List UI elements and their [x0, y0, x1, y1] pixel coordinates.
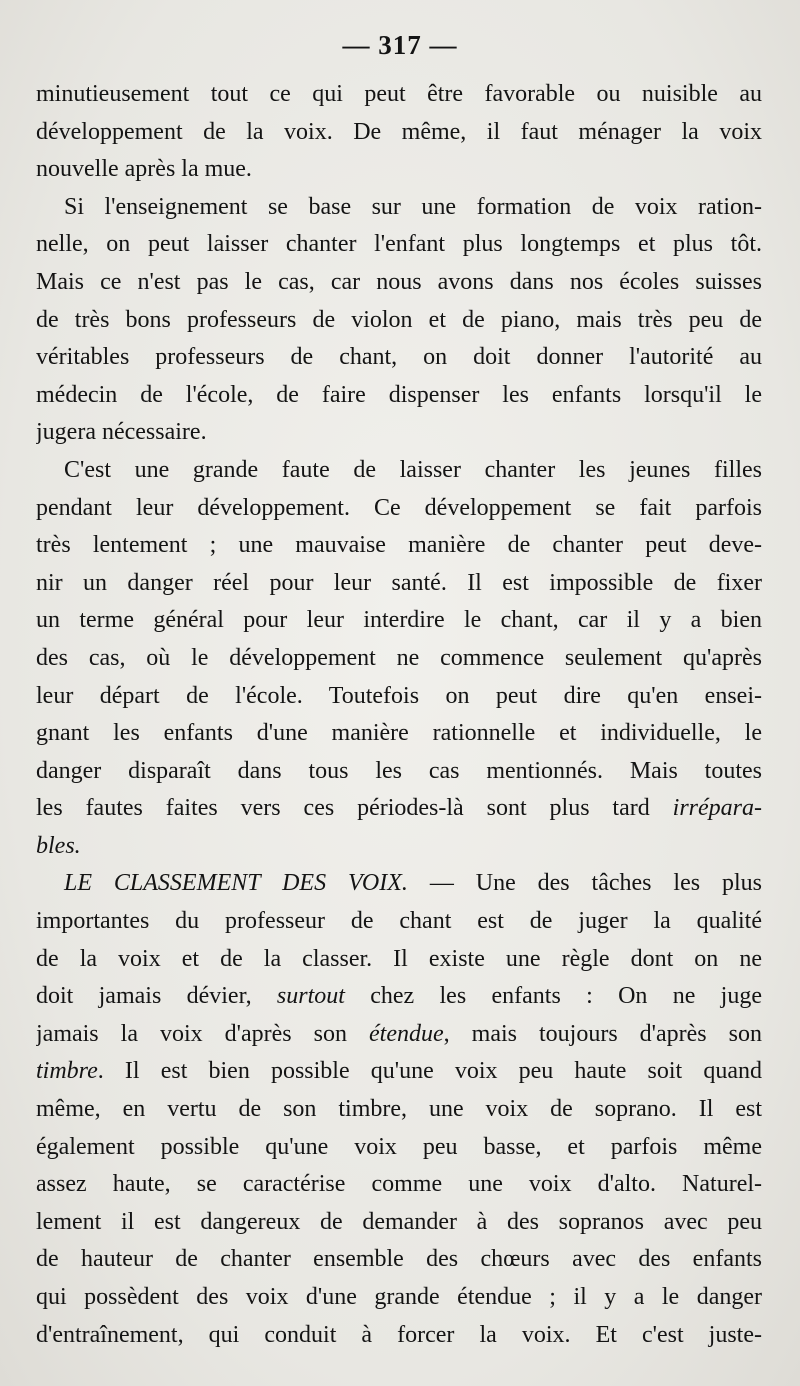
roman-text: nouvelle après la mue. — [36, 156, 252, 183]
text-line — [36, 1317, 762, 1355]
text-line — [36, 941, 762, 979]
text-line — [36, 76, 762, 114]
roman-text: les fautes faites vers ces périodes-là sont plus tard — [36, 795, 673, 822]
roman-text: même, en vertu de son timbre, une voix de soprano. Il est — [36, 1096, 762, 1123]
text-line — [36, 1241, 762, 1279]
text-line — [36, 452, 762, 490]
roman-text: véritables professeurs de chant, on doit donner l'autorité au — [36, 344, 762, 371]
roman-text: gnant les enfants d'une manière rationnelle et individuelle, le — [36, 720, 762, 747]
text-line — [36, 1016, 762, 1054]
text-line — [36, 828, 762, 866]
roman-text: des cas, où le développement ne commence seulement qu'après — [36, 644, 762, 671]
text-line — [36, 1129, 762, 1167]
text-line — [36, 715, 762, 753]
text-line — [36, 339, 762, 377]
roman-text: assez haute, se caractérise comme une voix d'alto. Naturel- — [36, 1171, 762, 1198]
roman-text: leur départ de l'école. Toutefois on peut dire qu'en ensei- — [36, 682, 762, 709]
text-line — [36, 226, 762, 264]
italic-text: irrépara- — [672, 795, 762, 822]
roman-text: , mais toujours d'après son — [443, 1020, 762, 1047]
text-line — [36, 753, 762, 791]
italic-text: LE CLASSEMENT DES VOIX. — [64, 870, 408, 897]
text-line — [36, 151, 762, 189]
roman-text: pendant leur développement. Ce développement se fait parfois — [36, 494, 762, 521]
roman-text: nelle, on peut laisser chanter l'enfant plus longtemps et plus tôt. — [36, 231, 762, 258]
roman-text: minutieusement tout ce qui peut être favorable ou nuisible au — [36, 81, 762, 107]
roman-text: doit jamais dévier, — [36, 983, 277, 1010]
italic-text: timbre — [36, 1058, 98, 1085]
roman-text: médecin de l'école, de faire dispenser les enfants lorsqu'il le — [36, 381, 762, 408]
roman-text: jamais la voix d'après son — [36, 1020, 370, 1047]
roman-text: de très bons professeurs de violon et de piano, mais très peu de — [36, 306, 762, 333]
roman-text: de hauteur de chanter ensemble des chœurs avec des enfants — [36, 1246, 762, 1273]
text-line — [36, 490, 762, 528]
italic-text: étendue — [369, 1020, 444, 1047]
text-line — [36, 865, 762, 903]
roman-text: nir un danger réel pour leur santé. Il est impossible de fixer — [36, 569, 762, 596]
roman-text: développement de la voix. De même, il faut ménager la voix — [36, 118, 762, 145]
text-line — [36, 678, 762, 716]
text-line — [36, 565, 762, 603]
text-line — [36, 377, 762, 415]
roman-text: qui possèdent des voix d'une grande étendue ; il y a le danger — [36, 1284, 762, 1310]
text-line — [36, 1091, 762, 1129]
text-line — [36, 1053, 762, 1091]
roman-text: d'entraînement, qui conduit à forcer la voix. Et c'est juste- — [36, 1321, 762, 1348]
page-number: — 317 — — [342, 30, 458, 60]
roman-text: un terme général pour leur interdire le chant, car il y a bien — [36, 607, 762, 634]
roman-text: — Une des tâches les plus — [407, 870, 762, 897]
text-line — [36, 189, 762, 227]
roman-text: également possible qu'une voix peu basse, et parfois même — [36, 1133, 762, 1160]
roman-text: Mais ce n'est pas le cas, car nous avons dans nos écoles suisses — [36, 268, 762, 295]
roman-text: C'est une grande faute de laisser chanter les jeunes filles — [64, 456, 762, 483]
roman-text: chez les enfants : On ne juge — [344, 983, 762, 1010]
roman-text: jugera nécessaire. — [36, 419, 207, 446]
text-line — [36, 903, 762, 941]
body-text — [36, 76, 762, 1354]
roman-text: lement il est dangereux de demander à des sopranos avec peu — [36, 1208, 762, 1235]
italic-text: bles. — [36, 832, 81, 859]
text-line — [36, 527, 762, 565]
text-line — [36, 1204, 762, 1242]
text-line — [36, 114, 762, 152]
text-line — [36, 302, 762, 340]
roman-text: danger disparaît dans tous les cas mentionnés. Mais toutes — [36, 757, 762, 784]
text-line — [36, 264, 762, 302]
text-line — [36, 978, 762, 1016]
text-line — [36, 602, 762, 640]
roman-text: très lentement ; une mauvaise manière de chanter peut deve- — [36, 532, 762, 559]
text-line — [36, 640, 762, 678]
roman-text: . Il est bien possible qu'une voix peu haute soit quand — [97, 1058, 762, 1085]
roman-text: importantes du professeur de chant est de juger la qualité — [36, 908, 762, 935]
text-line — [36, 790, 762, 828]
italic-text: surtout — [276, 983, 345, 1010]
roman-text: de la voix et de la classer. Il existe une règle dont on ne — [36, 945, 762, 972]
text-line — [36, 414, 762, 452]
text-line — [36, 1279, 762, 1317]
roman-text: Si l'enseignement se base sur une formation de voix ration- — [64, 193, 762, 220]
text-line — [36, 1166, 762, 1204]
